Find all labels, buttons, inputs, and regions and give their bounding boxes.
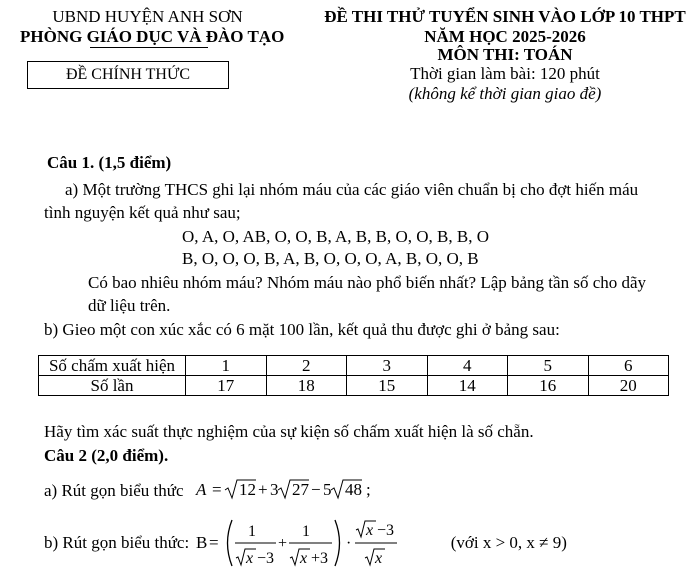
school-year: NĂM HỌC 2025-2026 [424, 27, 586, 46]
minus-sign: − [310, 480, 321, 499]
dice-frequency-table [38, 355, 669, 396]
radicand: 27 [291, 480, 309, 499]
right-paren [335, 520, 340, 566]
question-1a-ask-line2: dữ liệu trên. [88, 296, 171, 315]
plus-sign: + [257, 480, 268, 499]
header-underline [90, 47, 208, 48]
plus-sign: + [278, 535, 288, 552]
variable-x: x [246, 550, 254, 567]
variable-x: x [300, 550, 308, 567]
expression-b [196, 516, 446, 570]
question-2-title: Câu 2 (2,0 điểm). [44, 446, 169, 465]
table-row-label: Số chấm xuất hiện [39, 356, 186, 376]
denominator-tail: −3 [257, 550, 275, 567]
coefficient: 3 [269, 480, 279, 499]
subject: MÔN THI: TOÁN [437, 45, 573, 64]
table-cell: 15 [347, 376, 428, 396]
dot-operator: · [346, 535, 352, 552]
table-cell: 16 [508, 376, 589, 396]
official-label-box: ĐỀ CHÍNH THỨC [27, 61, 229, 89]
question-1a-ask-line1: Có bao nhiêu nhóm máu? Nhóm máu nào phổ biến nhất? Lập bảng tần số cho dãy [88, 273, 647, 292]
question-1b-ask: Hãy tìm xác suất thực nghiệm của sự kiện số chấm xuất hiện là số chẵn. [44, 422, 534, 441]
left-paren [228, 520, 233, 566]
expression-a [194, 478, 374, 502]
question-2b-label: b) Rút gọn biểu thức: [44, 533, 190, 552]
table-cell: 20 [588, 376, 669, 396]
time-note: (không kể thời gian giao đề) [408, 84, 602, 103]
question-1a-text-line1: a) Một trường THCS ghi lại nhóm máu của các giáo viên chuẩn bị cho đợt hiến máu [65, 180, 639, 199]
table-cell: 6 [588, 356, 669, 376]
department-name: UBND HUYỆN ANH SƠN [52, 7, 243, 26]
variable-x: x [375, 550, 383, 567]
blood-type-sequence-line1: O, A, O, AB, O, O, B, A, B, B, O, O, B, B, O [182, 227, 489, 246]
question-2b [44, 516, 567, 570]
numerator: 1 [248, 523, 257, 540]
table-cell: 3 [347, 356, 428, 376]
blood-type-sequence-line2: B, O, O, O, B, A, B, O, O, O, A, B, O, O, B [182, 249, 479, 268]
time-limit: Thời gian làm bài: 120 phút [410, 64, 600, 83]
semicolon: ; [365, 480, 371, 499]
table-cell: 2 [266, 356, 347, 376]
table-cell: 5 [508, 356, 589, 376]
variable-x: x [366, 522, 374, 539]
var-b: B [196, 533, 208, 552]
numerator: 1 [302, 523, 311, 540]
exam-title: ĐỀ THI THỬ TUYỂN SINH VÀO LỚP 10 THPT [324, 7, 686, 26]
question-1a-text-line2: tình nguyện kết quả như sau; [44, 203, 241, 222]
denominator-tail: +3 [311, 550, 329, 567]
table-row [39, 376, 669, 396]
table-cell: 4 [427, 356, 508, 376]
question-1-title: Câu 1. (1,5 điểm) [47, 153, 172, 172]
question-2b-condition: (với x > 0, x ≠ 9) [450, 533, 567, 552]
table-cell: 14 [427, 376, 508, 396]
equals-sign: = [211, 480, 222, 499]
table-row-label: Số lần [39, 376, 186, 396]
table-cell: 17 [186, 376, 267, 396]
radicand: 12 [238, 480, 256, 499]
question-1b-text: b) Gieo một con xúc xắc có 6 mặt 100 lần, kết quả thu được ghi ở bảng sau: [44, 320, 560, 339]
table-cell: 1 [186, 356, 267, 376]
equals-sign: = [209, 533, 220, 552]
table-row [39, 356, 669, 376]
var-a: A [195, 480, 207, 499]
coefficient: 5 [322, 480, 332, 499]
question-2a-label: a) Rút gọn biểu thức [44, 481, 184, 500]
numerator-tail: −3 [377, 522, 395, 539]
radicand: 48 [344, 480, 362, 499]
question-2a [44, 478, 374, 502]
office-name: PHÒNG GIÁO DỤC VÀ ĐÀO TẠO [20, 27, 285, 46]
table-cell: 18 [266, 376, 347, 396]
